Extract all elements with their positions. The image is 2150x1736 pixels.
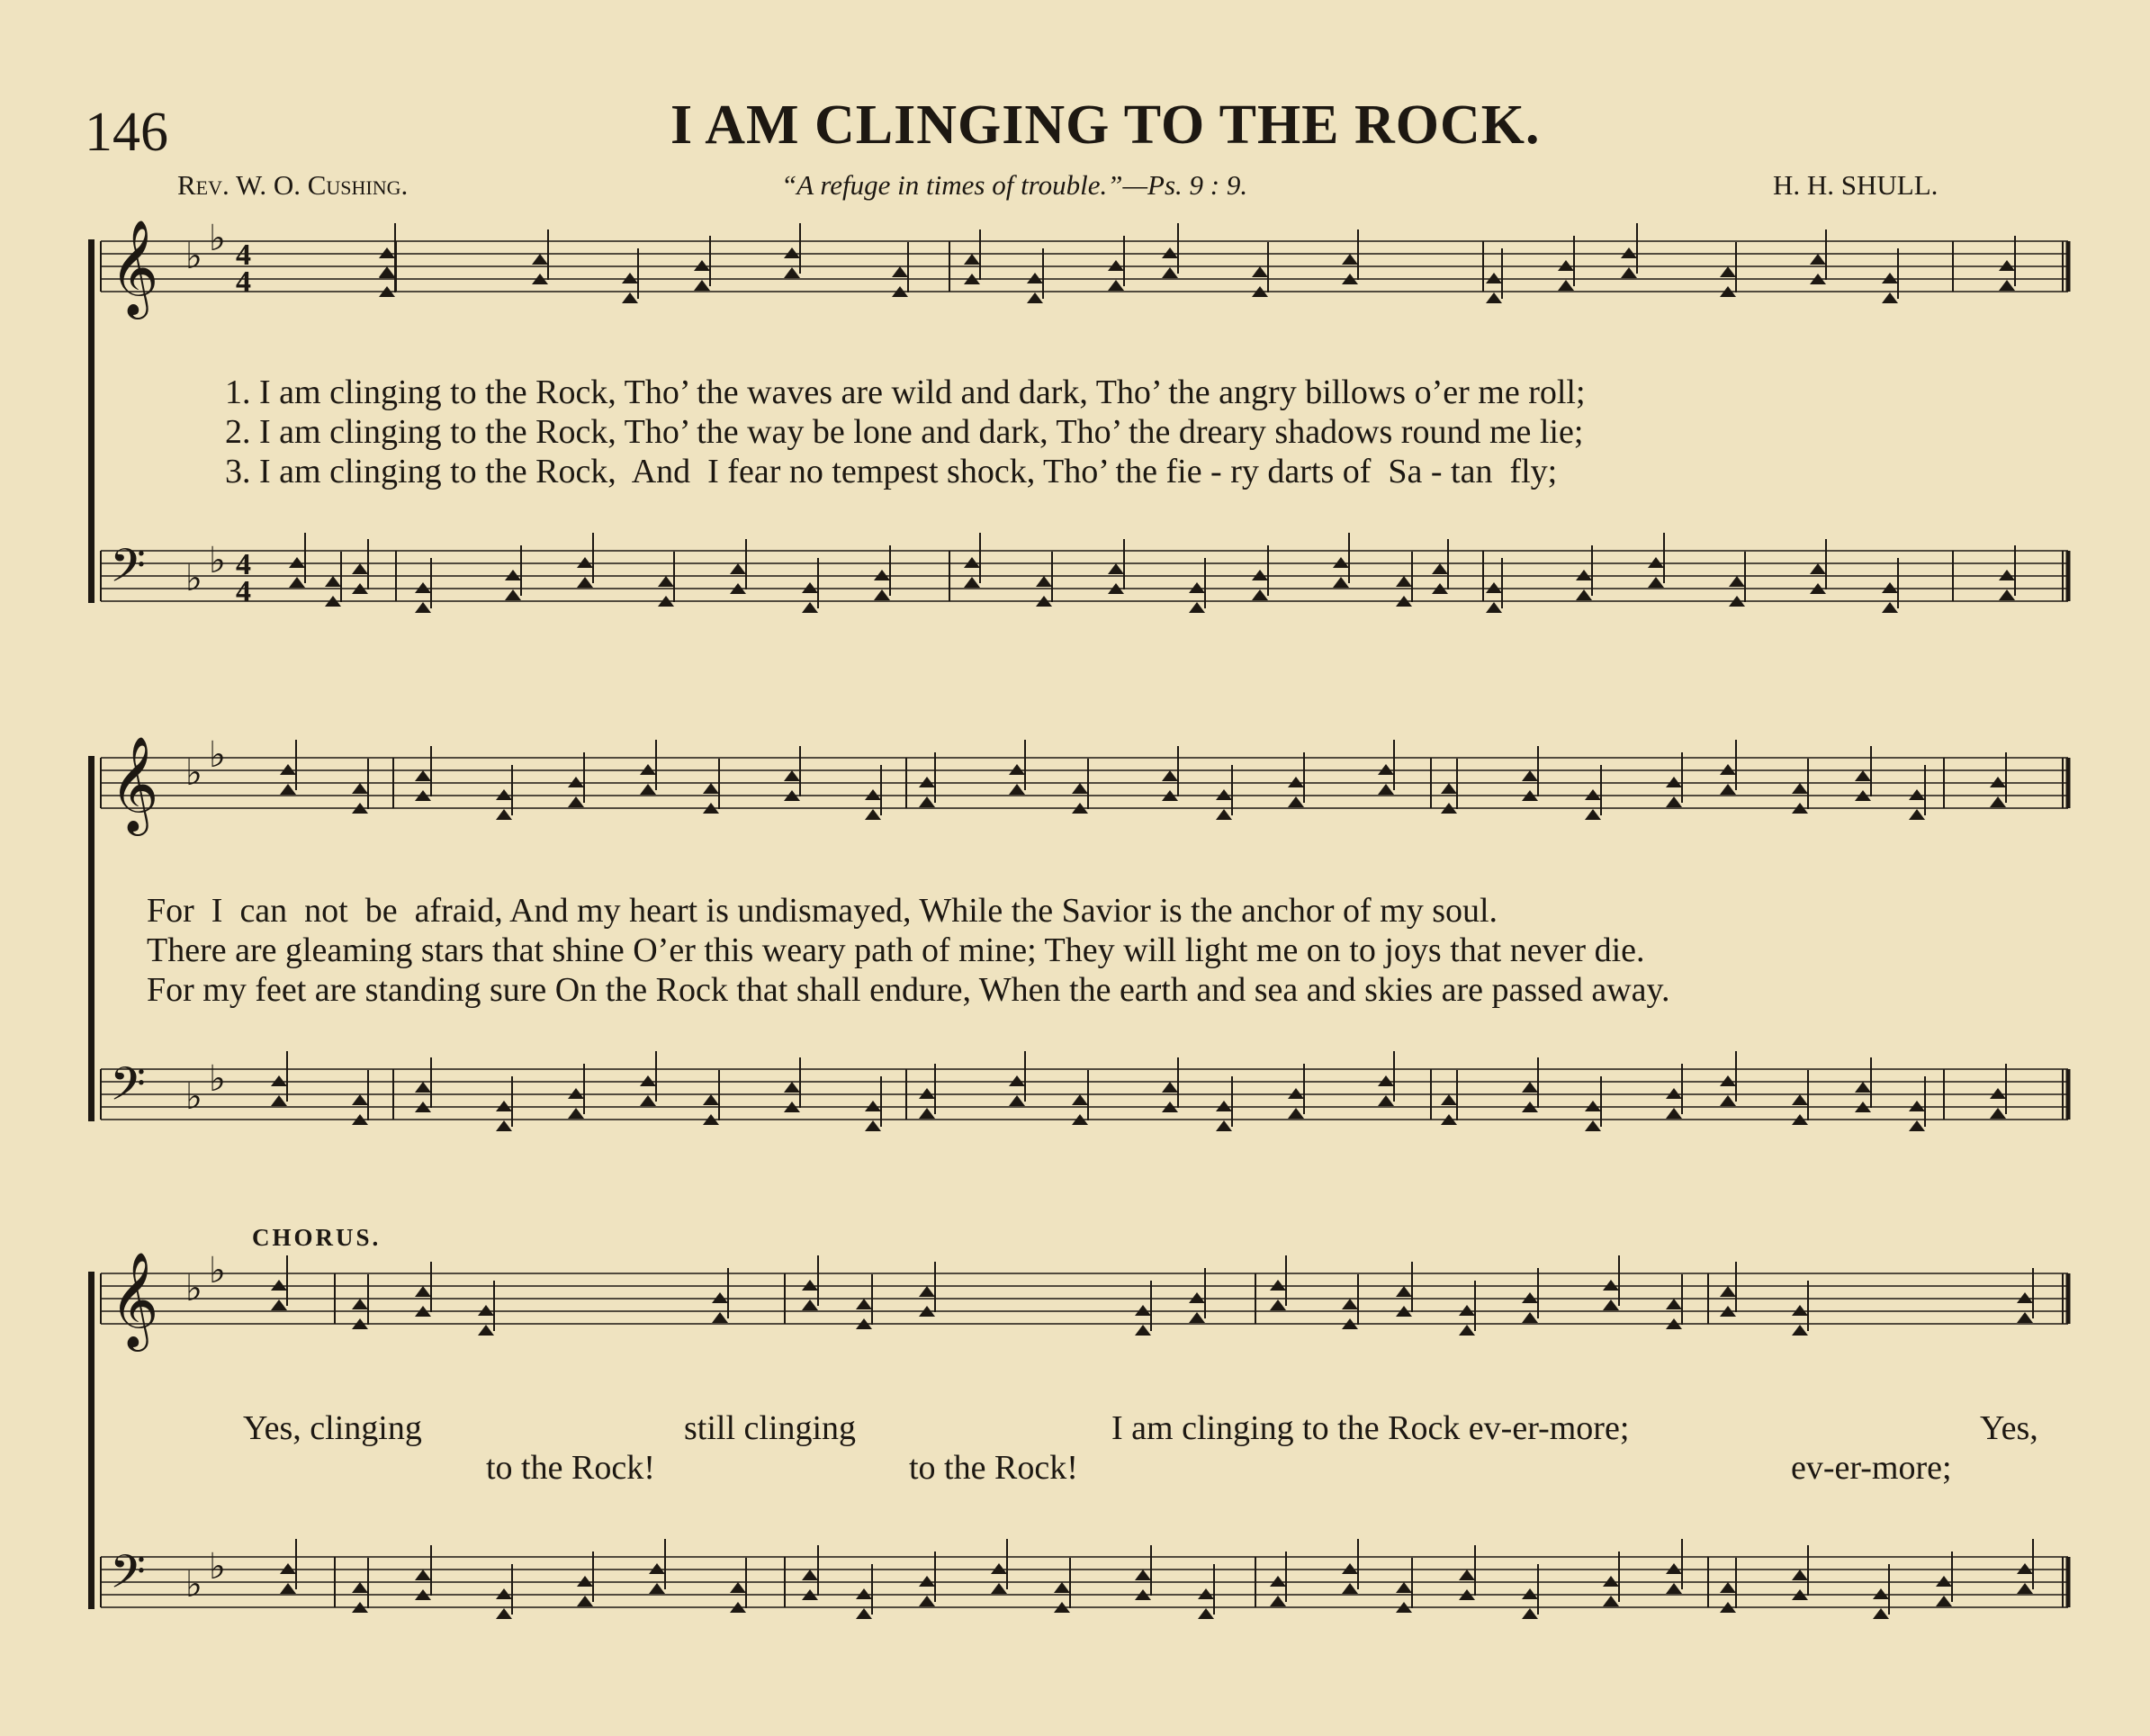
note-head	[1270, 1596, 1286, 1606]
note-head	[1792, 1094, 1808, 1105]
note-head	[1378, 784, 1394, 795]
note-head	[856, 1588, 872, 1599]
staff-treble	[101, 734, 2068, 836]
note-head	[1162, 770, 1178, 781]
note-head	[352, 1094, 368, 1105]
note-head	[271, 1280, 287, 1291]
note-head	[415, 602, 431, 613]
note-head	[802, 602, 818, 613]
note-head	[1270, 1300, 1286, 1310]
note-head	[1009, 1095, 1025, 1106]
note-head	[1999, 570, 2015, 580]
flat-sign: ♭	[185, 558, 202, 599]
scripture-epigraph: “A refuge in times of trouble.”—Ps. 9 : 9.	[781, 169, 1248, 201]
note-head	[478, 1305, 494, 1316]
note-head	[1441, 783, 1457, 794]
note-head	[1666, 796, 1682, 807]
note-head	[1585, 789, 1601, 800]
note-head	[865, 1101, 881, 1111]
note-head	[658, 576, 674, 587]
note-head	[1936, 1596, 1952, 1606]
note-head	[874, 570, 890, 580]
chorus-lyric-still-clinging: still clinging	[684, 1409, 857, 1447]
note-head	[1288, 796, 1304, 807]
note-head	[1603, 1300, 1619, 1310]
note-head	[1108, 563, 1124, 574]
note-head	[352, 1299, 368, 1309]
note-head	[1522, 1292, 1538, 1303]
page-number: 146	[85, 102, 168, 163]
note-head	[1720, 784, 1736, 795]
note-head	[1378, 1075, 1394, 1086]
note-head	[784, 1082, 800, 1093]
note-head	[1720, 1286, 1736, 1297]
time-signature-top: 4	[236, 238, 251, 272]
note-head	[1441, 1094, 1457, 1105]
note-head	[1342, 1299, 1358, 1309]
note-head	[1288, 1108, 1304, 1119]
note-head	[352, 783, 368, 794]
note-head	[1873, 1608, 1889, 1619]
note-head	[1909, 809, 1925, 820]
note-head	[919, 796, 935, 807]
note-head	[379, 266, 395, 277]
note-head	[856, 1299, 872, 1309]
note-head	[1909, 1101, 1925, 1111]
note-head	[1810, 254, 1826, 265]
note-head	[1576, 570, 1592, 580]
note-head	[1990, 796, 2006, 807]
note-head	[1720, 764, 1736, 775]
note-head	[1027, 273, 1043, 283]
note-head	[289, 577, 305, 588]
note-head	[712, 1292, 728, 1303]
note-head	[784, 267, 800, 278]
note-head	[919, 1596, 935, 1606]
note-head	[1990, 1088, 2006, 1099]
note-head	[919, 1088, 935, 1099]
note-head	[1342, 1583, 1358, 1594]
note-head	[1585, 1101, 1601, 1111]
note-head	[919, 777, 935, 787]
note-head	[865, 1120, 881, 1131]
note-head	[325, 576, 341, 587]
note-head	[1342, 254, 1358, 265]
note-head	[703, 1094, 719, 1105]
note-head	[649, 1563, 665, 1574]
refrain-3-lyric: For my feet are standing sure On the Rock that shall endure, When the earth and sea and skies are passed away.	[147, 971, 1670, 1009]
note-head	[1666, 1563, 1682, 1574]
bass-clef: 𝄢	[110, 1544, 146, 1610]
note-head	[640, 784, 656, 795]
note-head	[919, 1286, 935, 1297]
note-head	[289, 557, 305, 568]
note-head	[352, 563, 368, 574]
note-head	[1990, 1108, 2006, 1119]
note-head	[991, 1583, 1007, 1594]
note-head	[1072, 1094, 1088, 1105]
note-head	[496, 789, 512, 800]
note-head	[1054, 1582, 1070, 1593]
flat-sign: ♭	[185, 1564, 202, 1606]
note-head	[280, 784, 296, 795]
note-head	[1486, 273, 1502, 283]
note-head	[919, 1108, 935, 1119]
note-head	[1135, 1570, 1151, 1580]
note-head	[1486, 602, 1502, 613]
note-head	[1522, 1608, 1538, 1619]
note-head	[1882, 602, 1898, 613]
system-brace	[88, 239, 94, 603]
note-head	[784, 247, 800, 258]
note-head	[1135, 1325, 1151, 1336]
note-head	[622, 273, 638, 283]
bass-clef: 𝄢	[110, 538, 146, 604]
verse-3-lyric: 3. I am clinging to the Rock, And I fear no tempest shock, Tho’ the fie - ry darts of Sa - tan fly;	[225, 453, 1558, 490]
staff-bass	[101, 1051, 2068, 1131]
note-head	[1585, 1120, 1601, 1131]
note-head	[577, 577, 593, 588]
note-head	[622, 292, 638, 303]
note-head	[649, 1583, 665, 1594]
note-head	[1189, 1312, 1205, 1323]
note-head	[505, 570, 521, 580]
note-head	[730, 563, 746, 574]
note-head	[1873, 1588, 1889, 1599]
note-head	[1108, 280, 1124, 291]
note-head	[1252, 589, 1268, 600]
note-head	[577, 557, 593, 568]
note-head	[280, 764, 296, 775]
note-head	[1252, 266, 1268, 277]
note-head	[1990, 777, 2006, 787]
note-head	[802, 1570, 818, 1580]
note-head	[1666, 777, 1682, 787]
note-head	[919, 1576, 935, 1587]
flat-sign: ♭	[209, 1250, 226, 1291]
note-head	[694, 280, 710, 291]
note-head	[280, 1583, 296, 1594]
note-head	[1189, 1292, 1205, 1303]
note-head	[1648, 557, 1664, 568]
note-head	[280, 1563, 296, 1574]
note-head	[1198, 1608, 1214, 1619]
refrain-2-lyric: There are gleaming stars that shine O’er this weary path of mine; They will light me on to joys that never die.	[147, 931, 1645, 969]
note-head	[1666, 1583, 1682, 1594]
staff-bass	[101, 1539, 2068, 1619]
note-head	[1999, 260, 2015, 271]
note-head	[1162, 247, 1178, 258]
note-head	[1720, 1582, 1736, 1593]
note-head	[2017, 1563, 2033, 1574]
note-head	[1729, 576, 1745, 587]
note-head	[1027, 292, 1043, 303]
chorus-lyric-yes-clinging: Yes, clinging	[243, 1409, 422, 1447]
flat-sign: ♭	[209, 734, 226, 776]
flat-sign: ♭	[185, 236, 202, 277]
note-head	[1162, 267, 1178, 278]
note-head	[1216, 789, 1232, 800]
note-head	[1432, 563, 1448, 574]
note-head	[1576, 589, 1592, 600]
time-signature-bottom: 4	[236, 575, 251, 608]
note-head	[1522, 1312, 1538, 1323]
note-head	[1603, 1280, 1619, 1291]
flat-sign: ♭	[209, 540, 226, 581]
note-head	[352, 1582, 368, 1593]
note-head	[1558, 260, 1574, 271]
note-head	[1459, 1305, 1475, 1316]
note-head	[640, 1095, 656, 1106]
hymn-title: I AM CLINGING TO THE ROCK.	[670, 94, 1541, 156]
note-head	[874, 589, 890, 600]
note-head	[1072, 783, 1088, 794]
note-head	[415, 1082, 431, 1093]
chorus-lyric-to-the-rock-2: to the Rock!	[909, 1449, 1078, 1487]
treble-clef: 𝄞	[110, 735, 159, 832]
chorus-lyric-evermore: ev-er-more;	[1791, 1449, 1952, 1487]
note-head	[964, 557, 980, 568]
note-head	[1009, 1075, 1025, 1086]
composer-credit: H. H. SHULL.	[1773, 169, 1939, 201]
note-head	[1486, 582, 1502, 593]
system-brace	[88, 756, 94, 1121]
note-head	[1792, 1570, 1808, 1580]
note-head	[1378, 764, 1394, 775]
note-head	[568, 1088, 584, 1099]
note-head	[1333, 557, 1349, 568]
note-head	[640, 1075, 656, 1086]
note-head	[1378, 1095, 1394, 1106]
note-head	[784, 770, 800, 781]
note-head	[1162, 1082, 1178, 1093]
refrain-1-lyric: For I can not be afraid, And my heart is undismayed, While the Savior is the anchor of my soul.	[147, 892, 1498, 930]
note-head	[1216, 1120, 1232, 1131]
note-head	[1792, 783, 1808, 794]
note-head	[865, 789, 881, 800]
note-head	[1720, 266, 1736, 277]
chorus-lyric-yes: Yes,	[1980, 1409, 2038, 1447]
note-head	[991, 1563, 1007, 1574]
note-head	[1909, 1120, 1925, 1131]
note-head	[1522, 1588, 1538, 1599]
chorus-label: CHORUS.	[252, 1224, 382, 1251]
note-head	[865, 809, 881, 820]
note-head	[703, 783, 719, 794]
note-head	[271, 1075, 287, 1086]
note-head	[577, 1576, 593, 1587]
note-head	[1252, 570, 1268, 580]
note-head	[802, 1280, 818, 1291]
flat-sign: ♭	[185, 752, 202, 794]
note-head	[1720, 1095, 1736, 1106]
note-head	[1108, 260, 1124, 271]
note-head	[1396, 576, 1412, 587]
note-head	[568, 777, 584, 787]
note-head	[1522, 770, 1538, 781]
staff-bass	[101, 533, 2068, 613]
staff-treble	[101, 218, 2068, 319]
treble-clef: 𝄞	[110, 219, 159, 315]
verse-1-lyric: 1. I am clinging to the Rock, Tho’ the waves are wild and dark, Tho’ the angry billows o’er me roll;	[225, 373, 1586, 411]
note-head	[1189, 602, 1205, 613]
note-head	[568, 796, 584, 807]
chorus-lyric-clinging-evermore: I am clinging to the Rock ev-er-more;	[1111, 1409, 1630, 1447]
note-head	[1648, 577, 1664, 588]
note-head	[964, 254, 980, 265]
note-head	[2017, 1583, 2033, 1594]
note-head	[1882, 582, 1898, 593]
time-signature-bottom: 4	[236, 265, 251, 299]
note-head	[1522, 1082, 1538, 1093]
note-head	[1621, 247, 1637, 258]
note-head	[1486, 292, 1502, 303]
flat-sign: ♭	[209, 1546, 226, 1588]
note-head	[1720, 1075, 1736, 1086]
note-head	[892, 266, 908, 277]
verse-2-lyric: 2. I am clinging to the Rock, Tho’ the way be lone and dark, Tho’ the dreary shadows round me lie;	[225, 413, 1584, 451]
note-head	[1585, 809, 1601, 820]
note-head	[1288, 777, 1304, 787]
note-head	[1333, 577, 1349, 588]
note-head	[1216, 1101, 1232, 1111]
note-head	[1666, 1108, 1682, 1119]
note-head	[1270, 1280, 1286, 1291]
note-head	[1288, 1088, 1304, 1099]
note-head	[478, 1325, 494, 1336]
note-head	[1909, 789, 1925, 800]
note-head	[856, 1608, 872, 1619]
system-brace	[88, 1272, 94, 1609]
note-head	[1036, 576, 1052, 587]
note-head	[379, 247, 395, 258]
note-head	[1999, 280, 2015, 291]
note-head	[712, 1312, 728, 1323]
note-head	[1810, 563, 1826, 574]
note-head	[1603, 1576, 1619, 1587]
flat-sign: ♭	[209, 218, 226, 259]
note-head	[1666, 1299, 1682, 1309]
note-head	[1855, 770, 1871, 781]
staff-treble	[101, 1250, 2068, 1352]
note-head	[577, 1596, 593, 1606]
note-head	[1459, 1325, 1475, 1336]
note-head	[964, 577, 980, 588]
note-head	[1603, 1596, 1619, 1606]
note-head	[1855, 1082, 1871, 1093]
note-head	[496, 1120, 512, 1131]
note-head	[505, 589, 521, 600]
note-head	[568, 1108, 584, 1119]
note-head	[694, 260, 710, 271]
author-credit: Rev. W. O. Cushing.	[177, 169, 409, 201]
flat-sign: ♭	[185, 1268, 202, 1309]
note-head	[496, 1608, 512, 1619]
note-head	[1882, 292, 1898, 303]
note-head	[415, 1286, 431, 1297]
note-head	[730, 1582, 746, 1593]
bass-clef: 𝄢	[110, 1057, 146, 1122]
note-head	[1009, 784, 1025, 795]
note-head	[1396, 1286, 1412, 1297]
note-head	[1792, 1305, 1808, 1316]
note-head	[1999, 589, 2015, 600]
note-head	[1009, 764, 1025, 775]
note-head	[640, 764, 656, 775]
note-head	[1189, 582, 1205, 593]
note-head	[1792, 1325, 1808, 1336]
note-head	[415, 770, 431, 781]
note-head	[1342, 1563, 1358, 1574]
note-head	[1270, 1576, 1286, 1587]
note-head	[532, 254, 548, 265]
note-head	[496, 809, 512, 820]
note-head	[1666, 1088, 1682, 1099]
note-head	[1558, 280, 1574, 291]
note-head	[2017, 1312, 2033, 1323]
note-head	[1396, 1582, 1412, 1593]
flat-sign: ♭	[185, 1076, 202, 1118]
note-head	[1882, 273, 1898, 283]
note-head	[415, 1570, 431, 1580]
note-head	[415, 582, 431, 593]
note-head	[802, 582, 818, 593]
note-head	[1198, 1588, 1214, 1599]
note-head	[1216, 809, 1232, 820]
note-head	[1135, 1305, 1151, 1316]
flat-sign: ♭	[209, 1058, 226, 1100]
note-head	[496, 1588, 512, 1599]
note-head	[496, 1101, 512, 1111]
chorus-lyric-to-the-rock-1: to the Rock!	[486, 1449, 655, 1487]
note-head	[271, 1300, 287, 1310]
note-head	[271, 1095, 287, 1106]
note-head	[2017, 1292, 2033, 1303]
treble-clef: 𝄞	[110, 1251, 159, 1347]
note-head	[1621, 267, 1637, 278]
note-head	[802, 1300, 818, 1310]
time-signature-top: 4	[236, 548, 251, 581]
note-head	[1936, 1576, 1952, 1587]
note-head	[1459, 1570, 1475, 1580]
